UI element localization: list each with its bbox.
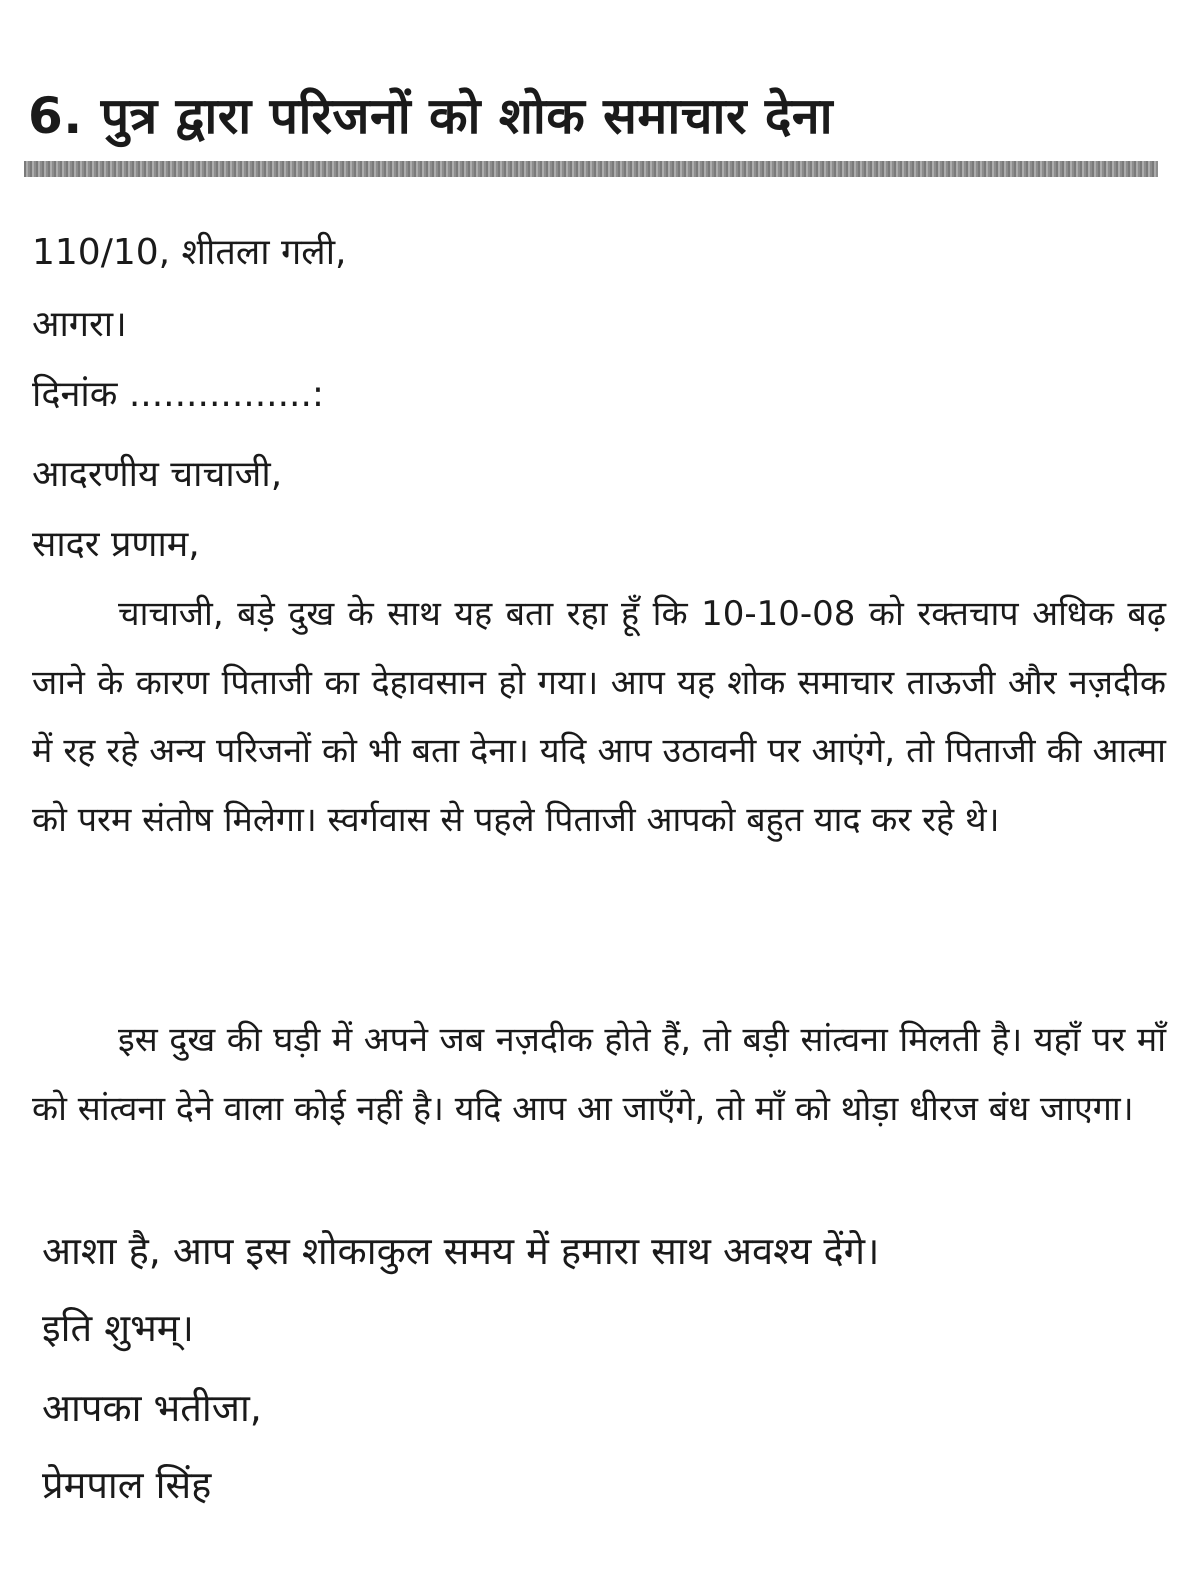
body-paragraph-1: चाचाजी, बड़े दुख के साथ यह बता रहा हूँ कि 10-10-08 को रक्तचाप अधिक बढ़ जाने के कारण पिताजी का देहावसान हो गया। आप यह शोक समाचार ताऊजी और नज़दीक में रह रहे अन्य परिजनों को भी बता देना। यदि आप उठावनी पर आएंगे, तो पिताजी की आत्मा को परम संतोष मिलेगा। स्वर्गवास से पहले पिताजी आपको बहुत याद कर रहे थे। [32, 594, 1166, 840]
closing-line: इति शुभम्। [42, 1306, 194, 1350]
body-paragraph-2: इस दुख की घड़ी में अपने जब नज़दीक होते हैं, तो बड़ी सांत्वना मिलती है। यहाँ पर माँ को सांत्वना देने वाला कोई नहीं है। यदि आप आ जाएँगे, तो माँ को थोड़ा धीरज बंध जाएगा। [32, 1020, 1166, 1129]
letter-title: 6. पुत्र द्वारा परिजनों को शोक समाचार देना [28, 87, 834, 145]
hope-line: आशा है, आप इस शोकाकुल समय में हमारा साथ अवश्य देंगे। [42, 1229, 880, 1273]
greeting: सादर प्रणाम, [32, 524, 200, 565]
salutation: आदरणीय चाचाजी, [32, 454, 283, 495]
address-line-1: 110/10, शीतला गली, [32, 232, 347, 273]
signoff-line: आपका भतीजा, [42, 1386, 262, 1430]
address-line-2: आगरा। [32, 304, 127, 345]
date-line: दिनांक ................: [32, 374, 325, 415]
title-rule [24, 161, 1158, 177]
signature-name: प्रेमपाल सिंह [42, 1463, 212, 1507]
